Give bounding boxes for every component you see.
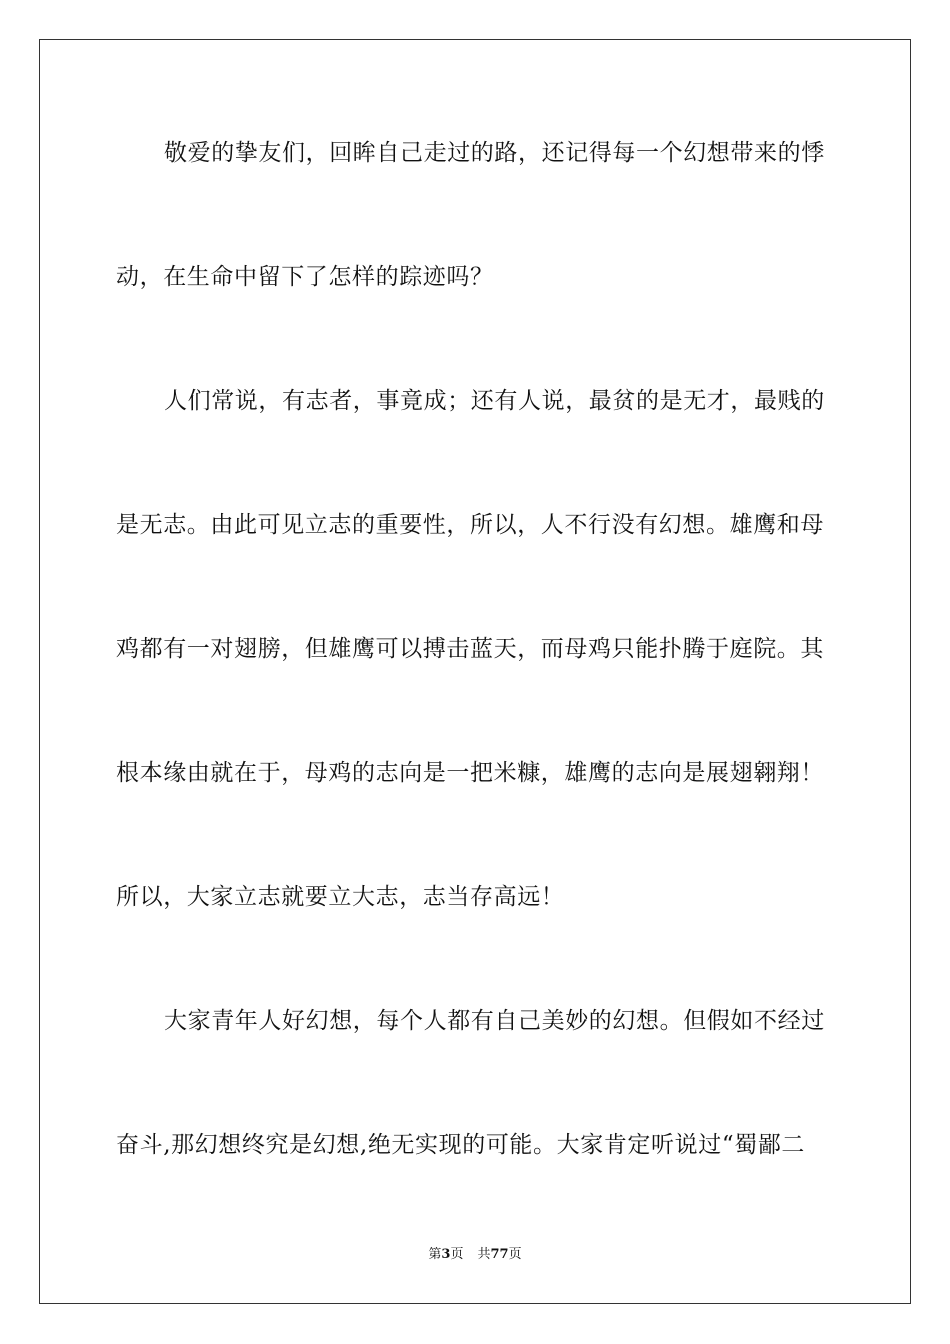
text-line-9: 奋斗,那幻想终究是幻想,绝无实现的可能。大家肯定听说过“蜀鄙二 xyxy=(116,1132,805,1158)
text-line-8: 大家青年人好幻想，每个人都有自己美妙的幻想。但假如不经过 xyxy=(164,1008,825,1034)
page-footer xyxy=(0,1246,950,1264)
page-suffix: 页 xyxy=(450,1247,464,1262)
text-line-7: 所以，大家立志就要立大志，志当存高远！ xyxy=(116,884,565,910)
total-suffix: 页 xyxy=(508,1247,522,1262)
text-line-5: 鸡都有一对翅膀，但雄鹰可以搏击蓝天，而母鸡只能扑腾于庭院。其 xyxy=(116,636,824,662)
text-line-4: 是无志。由此可见立志的重要性，所以，人不行没有幻想。雄鹰和母 xyxy=(116,512,824,538)
text-line-6: 根本缘由就在于，母鸡的志向是一把米糠，雄鹰的志向是展翅翱翔！ xyxy=(116,760,824,786)
page-border xyxy=(39,39,911,1304)
total-pages: 77 xyxy=(490,1247,509,1262)
text-line-2: 动，在生命中留下了怎样的踪迹吗？ xyxy=(116,264,494,290)
text-line-3: 人们常说，有志者，事竟成；还有人说，最贫的是无才，最贱的 xyxy=(164,388,825,414)
text-line-1: 敬爱的挚友们，回眸自己走过的路，还记得每一个幻想带来的悸 xyxy=(164,140,825,166)
page-prefix: 第 xyxy=(428,1247,442,1262)
total-prefix: 共 xyxy=(477,1247,491,1262)
page-number: 3 xyxy=(441,1247,451,1262)
